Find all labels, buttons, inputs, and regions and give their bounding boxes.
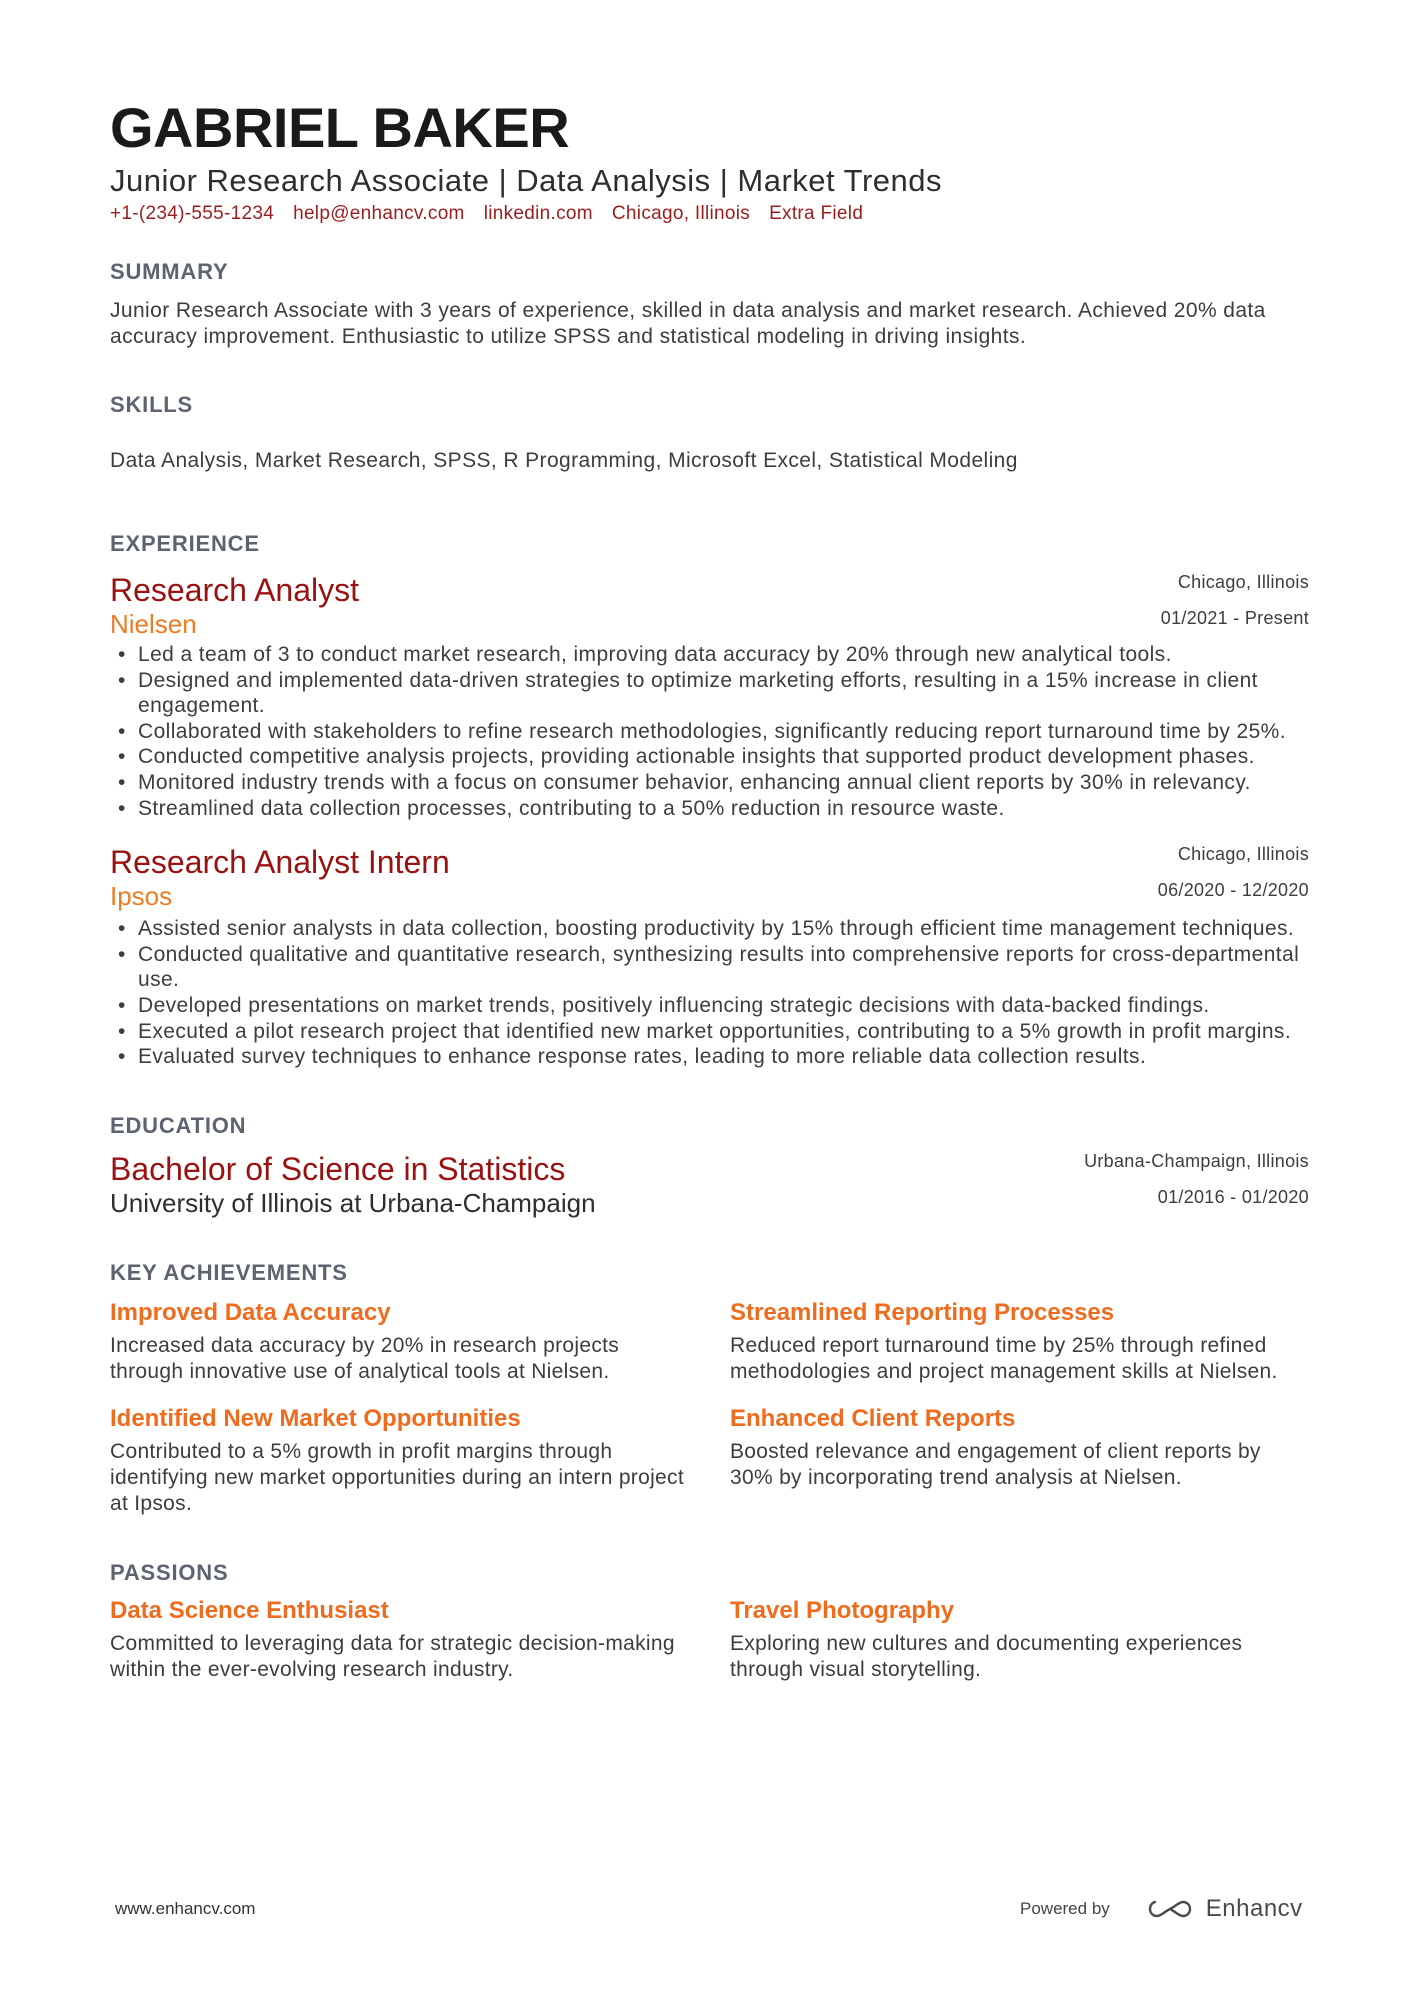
achievements-grid [110,1299,1309,1517]
job-entry [110,843,1309,1070]
resume-content [110,97,1309,1683]
achievement-title: Identified New Market Opportunities [110,1404,521,1432]
job-dates: 01/2021 - Present [1160,608,1309,628]
bullet-item: • Streamlined data collection processes, contributing to a 50% reduction in resource waste. [138,796,1309,822]
passion-item [110,1597,689,1683]
job-title-block [110,843,450,911]
job-entry [110,571,1309,821]
passion-text: Committed to leveraging data for strategic decision-making within the ever-evolving research industry. [110,1631,675,1681]
bullet-item: • Evaluated survey techniques to enhance response rates, leading to more reliable data collection results. [138,1044,1309,1070]
achievement-text: Contributed to a 5% growth in profit margins through identifying new market opportunities during an intern project at Ipsos. [110,1439,684,1515]
bullet-item: • Executed a pilot research project that identified new market opportunities, contributing to a 5% growth in profit margins. [138,1019,1309,1045]
education-entry [110,1150,1309,1218]
job-location: Chicago, Illinois [1177,572,1309,592]
school-name: University of Illinois at Urbana-Champaign [110,1187,596,1218]
powered-by-brand[interactable] [1020,1893,1303,1925]
passion-title: Data Science Enthusiast [110,1596,389,1624]
contact-location: Chicago, Illinois [611,203,751,224]
job-title: Research Analyst [110,572,360,608]
candidate-name: GABRIEL BAKER [110,96,570,159]
skills-heading: SKILLS [110,392,194,417]
education-dates: 01/2016 - 01/2020 [1157,1186,1309,1207]
achievement-item [110,1405,689,1517]
job-title-block [110,571,359,639]
bullet-item: • Designed and implemented data-driven strategies to optimize marketing efforts, resulting in a 15% increase in client engagement. [138,668,1309,719]
job-location: Chicago, Illinois [1177,844,1309,865]
bullet-item: • Conducted competitive analysis projects, providing actionable insights that supported product development phases. [138,744,1309,770]
contact-email[interactable]: help@enhancv.com [293,203,465,224]
company-name: Ipsos [110,881,173,912]
bullet-item: • Developed presentations on market trends, positively influencing strategic decisions with data-backed findings. [138,993,1309,1019]
bullet-item: • Conducted qualitative and quantitative research, synthesizing results into comprehensive reports for cross-departmental use. [138,942,1309,993]
experience-heading: EXPERIENCE [110,531,260,556]
achievement-item [110,1299,689,1385]
achievement-text: Reduced report turnaround time by 25% through refined methodologies and project management skills at Nielsen. [730,1333,1278,1383]
headline: Junior Research Associate | Data Analysis | Market Trends [110,163,943,198]
contact-extra-field: Extra Field [769,203,864,224]
job-bullets [110,642,1309,821]
passion-text: Exploring new cultures and documenting experiences through visual storytelling. [730,1631,1243,1681]
footer-site-link[interactable]: www.enhancv.com [115,1899,256,1918]
passion-title: Travel Photography [730,1596,955,1624]
contact-linkedin[interactable]: linkedin.com [483,203,593,224]
achievement-item [730,1405,1309,1517]
achievement-item [730,1299,1309,1385]
achievement-title: Streamlined Reporting Processes [730,1298,1115,1326]
education-title-block [110,1150,596,1218]
contact-phone[interactable]: +1-(234)-555-1234 [110,203,275,224]
achievement-title: Improved Data Accuracy [110,1298,391,1326]
company-name: Nielsen [110,609,197,639]
skills-text: Data Analysis, Market Research, SPSS, R Programming, Microsoft Excel, Statistical Modeling [110,449,1018,472]
enhancv-logo-icon [1148,1897,1192,1921]
achievements-heading: KEY ACHIEVEMENTS [110,1259,348,1285]
job-header [110,571,1309,639]
education-heading: EDUCATION [110,1112,247,1138]
bullet-item: • Monitored industry trends with a focus on consumer behavior, enhancing annual client reports by 30% in relevancy. [138,770,1309,796]
education-location: Urbana-Champaign, Illinois [1084,1150,1309,1171]
achievement-text: Boosted relevance and engagement of client reports by 30% by incorporating trend analysis at Nielsen. [730,1439,1261,1489]
passion-item [730,1597,1309,1683]
passions-heading: PASSIONS [110,1559,229,1585]
bullet-item: • Assisted senior analysts in data collection, boosting productivity by 15% through efficient time management techniques. [138,916,1309,942]
degree-title: Bachelor of Science in Statistics [110,1150,566,1187]
bullet-item: • Collaborated with stakeholders to refine research methodologies, significantly reducing report turnaround time by 25%. [138,719,1309,745]
job-bullets [110,916,1309,1070]
job-meta [1158,843,1309,901]
powered-by-label: Powered by [1020,1899,1110,1918]
education-meta [1084,1150,1309,1208]
achievement-text: Increased data accuracy by 20% in research projects through innovative use of analytical tools at Nielsen. [110,1333,620,1383]
job-header [110,843,1309,911]
enhancv-brand-name: Enhancv [1205,1895,1303,1922]
summary-text: Junior Research Associate with 3 years of experience, skilled in data analysis and market research. Achieved 20% data accuracy improvement. Enthusiastic to utilize SPSS and statistical modeling in driving insights. [110,299,1266,348]
summary-heading: SUMMARY [110,259,229,284]
passions-grid [110,1597,1309,1683]
contact-row [110,202,1309,226]
job-dates: 06/2020 - 12/2020 [1157,880,1309,901]
achievement-title: Enhanced Client Reports [730,1404,1016,1432]
job-title: Research Analyst Intern [110,844,450,881]
job-meta [1161,571,1309,629]
bullet-item: • Led a team of 3 to conduct market research, improving data accuracy by 20% through new analytical tools. [138,642,1309,668]
